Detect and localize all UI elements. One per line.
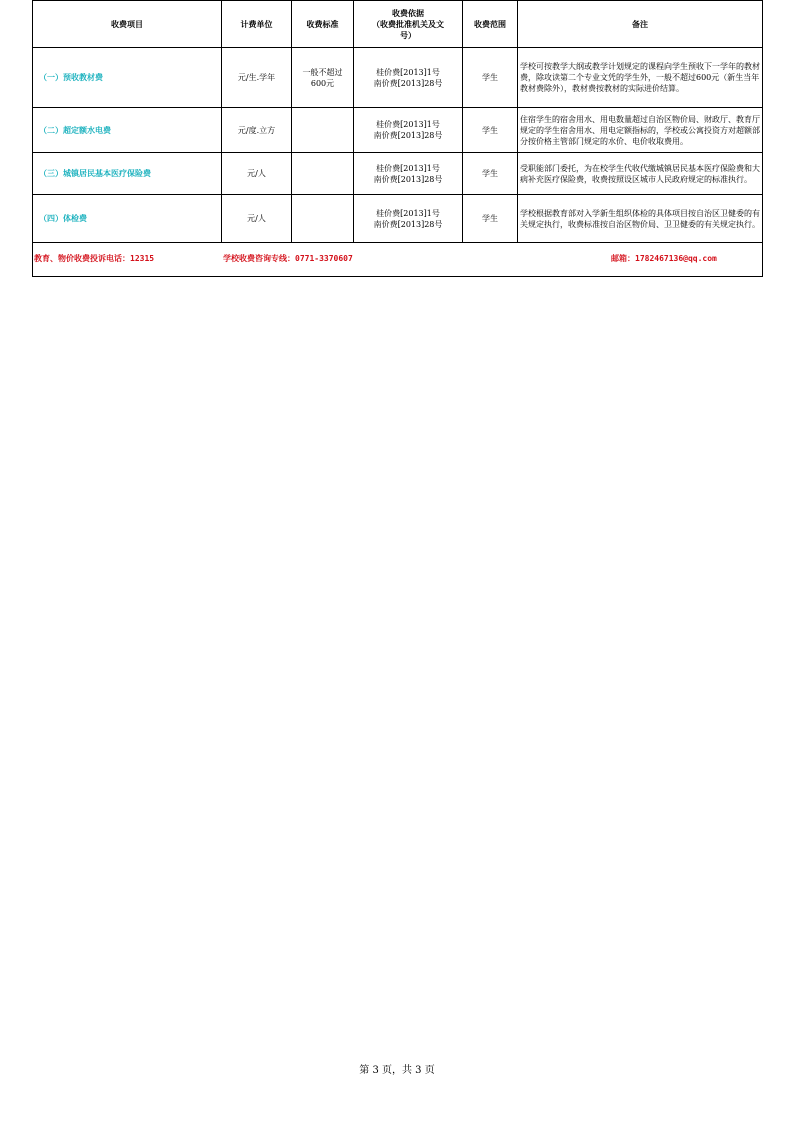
fee-unit: 元/度.立方	[222, 108, 292, 153]
page-number: 第 3 页，共 3 页	[359, 1065, 435, 1076]
complaint-phone: 教育、物价收费投诉电话：12315	[34, 254, 155, 263]
fee-basis	[354, 195, 463, 243]
table-row	[33, 48, 763, 108]
table-row	[33, 153, 763, 195]
fee-note: 住宿学生的宿舍用水、用电数量超过自治区物价局、财政厅、教育厅规定的学生宿舍用水、用电定额指标的，学校或公寓投资方对超额部分按价格主管部门规定的水价、电价收取费用。	[518, 108, 763, 153]
fee-basis	[354, 108, 463, 153]
fee-item: （四）体检费	[33, 195, 222, 243]
header-item: 收费项目	[33, 1, 222, 48]
fee-item: （一）预收教材费	[33, 48, 222, 108]
header-scope: 收费范围	[463, 1, 518, 48]
header-standard: 收费标准	[292, 1, 354, 48]
fee-basis-line1: 桂价费[2013]1号	[376, 208, 440, 218]
fee-table	[32, 0, 763, 277]
table-row	[33, 195, 763, 243]
table-row	[33, 108, 763, 153]
fee-scope: 学生	[463, 153, 518, 195]
fee-note: 受职能部门委托，为在校学生代收代缴城镇居民基本医疗保险费和大病补充医疗保险费，收费按照设区城市人民政府规定的标准执行。	[518, 153, 763, 195]
header-basis-line3: 号）	[400, 30, 416, 40]
fee-scope: 学生	[463, 108, 518, 153]
fee-standard	[292, 48, 354, 108]
header-basis	[354, 1, 463, 48]
footer-row	[33, 243, 763, 277]
contact-email: 邮箱：1782467136@qq.com	[611, 254, 717, 263]
fee-basis	[354, 153, 463, 195]
fee-item: （三）城镇居民基本医疗保险费	[33, 153, 222, 195]
fee-basis-line2: 南价费[2013]28号	[373, 174, 443, 184]
fee-scope: 学生	[463, 195, 518, 243]
fee-item: （二）超定额水电费	[33, 108, 222, 153]
fee-unit: 元/人	[222, 153, 292, 195]
fee-basis-line1: 桂价费[2013]1号	[376, 67, 440, 77]
fee-note: 学校可按教学大纲或教学计划规定的课程向学生预收下一学年的教材费，除攻读第二个专业文凭的学生外，一般不超过600元（新生当年教材费除外），教材费按教材的实际进价结算。	[518, 48, 763, 108]
fee-standard-line1: 一般不超过	[302, 67, 343, 77]
fee-basis-line2: 南价费[2013]28号	[373, 219, 443, 229]
fee-basis-line2: 南价费[2013]28号	[373, 78, 443, 88]
header-basis-line1: 收费依据	[392, 8, 424, 18]
footer-cell	[33, 243, 763, 277]
header-basis-line2: （收费批准机关及文	[372, 19, 444, 29]
fee-unit: 元/人	[222, 195, 292, 243]
contact-footer	[33, 243, 762, 276]
fee-basis-line1: 桂价费[2013]1号	[376, 120, 440, 129]
fee-scope: 学生	[463, 48, 518, 108]
fee-basis	[354, 48, 463, 108]
fee-standard	[292, 195, 354, 243]
header-note: 备注	[518, 1, 763, 48]
fee-note: 学校根据教育部对入学新生组织体检的具体项目按自治区卫健委的有关规定执行，收费标准按自治区物价局、卫卫健委的有关规定执行。	[518, 195, 763, 243]
fee-standard-line2: 600元	[310, 78, 335, 88]
header-unit: 计费单位	[222, 1, 292, 48]
fee-basis-line2: 南价费[2013]28号	[373, 131, 443, 140]
header-row	[33, 1, 763, 48]
consult-hotline: 学校收费咨询专线：0771-3370607	[223, 254, 353, 263]
fee-unit: 元/生.学年	[222, 48, 292, 108]
fee-standard	[292, 108, 354, 153]
fee-basis-line1: 桂价费[2013]1号	[376, 163, 440, 173]
fee-standard	[292, 153, 354, 195]
